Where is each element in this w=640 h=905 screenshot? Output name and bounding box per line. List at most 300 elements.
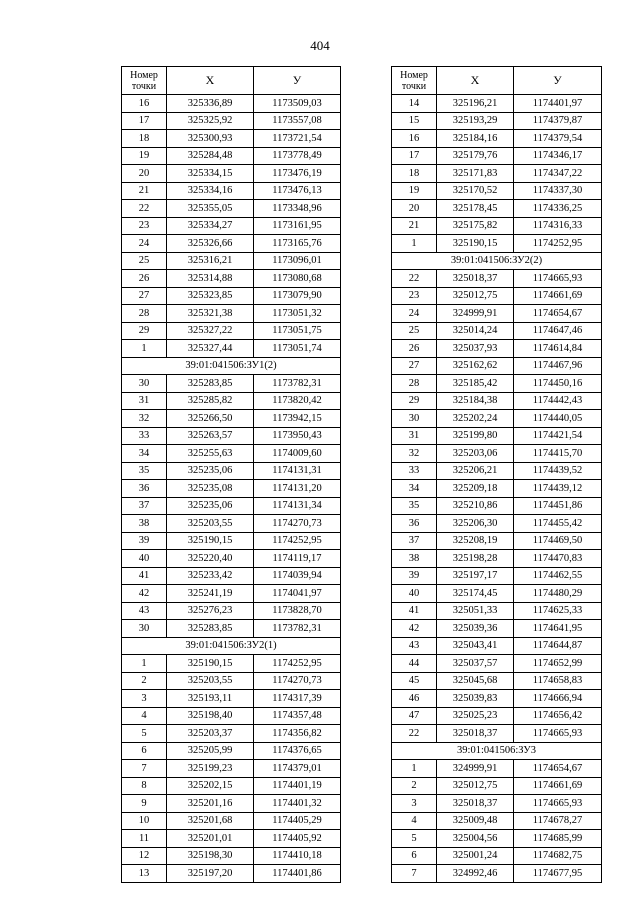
point-number-cell: 40 [392,585,437,603]
x-cell: 325203,37 [167,725,254,743]
point-number-cell: 37 [392,532,437,550]
x-cell: 325334,15 [167,165,254,183]
y-cell: 1174451,86 [514,497,602,515]
point-number-cell: 16 [392,130,437,148]
x-cell: 325203,55 [167,672,254,690]
y-cell: 1174440,05 [514,410,602,428]
y-cell: 1174665,93 [514,795,602,813]
y-cell: 1174410,18 [254,847,341,865]
table-row [122,427,341,445]
x-cell: 325205,99 [167,742,254,760]
x-cell: 325018,37 [437,795,514,813]
point-number-cell: 4 [122,707,167,725]
page-number: 404 [310,38,330,53]
table-row [392,655,602,673]
table-row [122,620,341,638]
table-row [122,795,341,813]
y-cell: 1173778,49 [254,147,341,165]
y-cell: 1173721,54 [254,130,341,148]
y-cell: 1174678,27 [514,812,602,830]
table-row [392,112,602,130]
table-row [392,270,602,288]
x-cell: 325203,55 [167,515,254,533]
x-cell: 325334,16 [167,182,254,200]
point-number-cell: 19 [122,147,167,165]
table-row [122,410,341,428]
y-cell: 1173476,19 [254,165,341,183]
table-row [122,322,341,340]
x-cell: 325263,57 [167,427,254,445]
table-row [392,637,602,655]
point-number-cell: 13 [122,865,167,883]
point-number-cell: 47 [392,707,437,725]
table-row [122,287,341,305]
point-number-cell: 31 [122,392,167,410]
x-cell: 325209,18 [437,480,514,498]
y-cell: 1174439,52 [514,462,602,480]
coordinates-table-left [121,66,341,883]
section-row [392,252,602,270]
y-cell: 1174119,17 [254,550,341,568]
point-number-cell: 25 [392,322,437,340]
y-cell: 1173051,74 [254,340,341,358]
section-title: 39:01:041506:ЗУ1(2) [122,357,341,375]
x-cell: 325201,01 [167,830,254,848]
point-number-cell: 37 [122,497,167,515]
y-cell: 1174442,43 [514,392,602,410]
point-number-cell: 27 [122,287,167,305]
table-row [122,812,341,830]
y-cell: 1174647,46 [514,322,602,340]
table-row [122,375,341,393]
y-cell: 1174357,48 [254,707,341,725]
y-cell: 1174336,25 [514,200,602,218]
y-cell: 1173165,76 [254,235,341,253]
y-cell: 1174658,83 [514,672,602,690]
x-cell: 325321,38 [167,305,254,323]
table-row [392,95,602,113]
table-row [122,672,341,690]
point-number-cell: 19 [392,182,437,200]
table-row [122,445,341,463]
table-row [122,567,341,585]
x-cell: 325179,76 [437,147,514,165]
table-row [392,777,602,795]
x-cell: 325202,15 [167,777,254,795]
point-number-cell: 21 [122,182,167,200]
y-cell: 1174656,42 [514,707,602,725]
x-cell: 325198,28 [437,550,514,568]
table-row [392,357,602,375]
point-number-cell: 42 [122,585,167,603]
y-cell: 1174421,54 [514,427,602,445]
x-cell: 325174,45 [437,585,514,603]
y-cell: 1174625,33 [514,602,602,620]
y-header: У [254,67,341,95]
table-row [122,340,341,358]
table-row [122,585,341,603]
y-cell: 1174677,95 [514,865,602,883]
x-cell: 325171,83 [437,165,514,183]
point-number-cell: 5 [392,830,437,848]
point-number-cell: 24 [392,305,437,323]
x-cell: 325210,86 [437,497,514,515]
table-row [122,515,341,533]
point-number-cell: 30 [122,375,167,393]
x-cell: 325201,16 [167,795,254,813]
table-row [392,445,602,463]
table-row [122,95,341,113]
y-cell: 1174401,97 [514,95,602,113]
y-header: У [514,67,602,95]
y-cell: 1174654,67 [514,760,602,778]
point-number-cell: 20 [122,165,167,183]
point-number-cell: 26 [122,270,167,288]
table-body [122,95,341,883]
point-number-cell: 2 [392,777,437,795]
y-cell: 1173476,13 [254,182,341,200]
table-row [392,567,602,585]
x-cell: 325326,66 [167,235,254,253]
point-number-cell: 18 [122,130,167,148]
x-cell: 325235,06 [167,462,254,480]
y-cell: 1174379,87 [514,112,602,130]
table-row [122,497,341,515]
table-row [122,760,341,778]
point-number-cell: 28 [122,305,167,323]
y-cell: 1173828,70 [254,602,341,620]
point-number-cell: 34 [122,445,167,463]
y-cell: 1174614,84 [514,340,602,358]
table-row [122,777,341,795]
x-cell: 325184,38 [437,392,514,410]
x-cell: 325190,15 [167,655,254,673]
x-header: X [437,67,514,95]
table-row [392,515,602,533]
x-cell: 325197,20 [167,865,254,883]
y-cell: 1174401,86 [254,865,341,883]
y-cell: 1174379,54 [514,130,602,148]
x-cell: 325043,41 [437,637,514,655]
x-cell: 325285,82 [167,392,254,410]
point-number-cell: 7 [122,760,167,778]
section-row [122,637,341,655]
table-row [392,672,602,690]
y-cell: 1174270,73 [254,515,341,533]
table-row [392,200,602,218]
table-row [392,550,602,568]
table-row [392,375,602,393]
x-cell: 325327,22 [167,322,254,340]
point-number-cell: 24 [122,235,167,253]
x-cell: 325175,82 [437,217,514,235]
point-number-cell: 40 [122,550,167,568]
section-title: 39:01:041506:ЗУ2(2) [392,252,602,270]
section-title: 39:01:041506:ЗУ2(1) [122,637,341,655]
table-row [392,532,602,550]
y-cell: 1174450,16 [514,375,602,393]
table-row [122,690,341,708]
x-cell: 325198,40 [167,707,254,725]
x-cell: 325283,85 [167,375,254,393]
x-cell: 324999,91 [437,305,514,323]
y-cell: 1173942,15 [254,410,341,428]
point-number-cell: 6 [122,742,167,760]
x-cell: 325266,50 [167,410,254,428]
point-number-cell: 26 [392,340,437,358]
y-cell: 1173096,01 [254,252,341,270]
table-row [122,865,341,883]
table-row [122,252,341,270]
y-cell: 1174665,93 [514,725,602,743]
point-number-cell: 15 [392,112,437,130]
x-cell: 325193,11 [167,690,254,708]
x-cell: 325039,83 [437,690,514,708]
point-number-cell: 31 [392,427,437,445]
y-cell: 1173557,08 [254,112,341,130]
x-cell: 325316,21 [167,252,254,270]
y-cell: 1173079,90 [254,287,341,305]
table-row [122,830,341,848]
point-number-cell: 22 [392,270,437,288]
table-row [122,200,341,218]
point-number-cell: 35 [392,497,437,515]
x-cell: 325206,21 [437,462,514,480]
x-cell: 324992,46 [437,865,514,883]
y-cell: 1174009,60 [254,445,341,463]
y-cell: 1173782,31 [254,375,341,393]
table-row [392,725,602,743]
point-number-cell: 3 [122,690,167,708]
y-cell: 1174467,96 [514,357,602,375]
y-cell: 1174470,83 [514,550,602,568]
table-row [392,410,602,428]
point-number-cell: 21 [392,217,437,235]
table-row [392,620,602,638]
x-cell: 325199,80 [437,427,514,445]
point-number-cell: 28 [392,375,437,393]
table-row [392,147,602,165]
point-number-cell: 41 [392,602,437,620]
x-cell: 324999,91 [437,760,514,778]
table-row [122,550,341,568]
point-number-cell: 20 [392,200,437,218]
y-cell: 1174401,32 [254,795,341,813]
table-row [392,340,602,358]
y-cell: 1174376,65 [254,742,341,760]
table-row [392,812,602,830]
y-cell: 1174252,95 [254,655,341,673]
table-row [392,462,602,480]
point-number-cell: 41 [122,567,167,585]
x-cell: 325198,30 [167,847,254,865]
x-cell: 325327,44 [167,340,254,358]
point-number-cell: 6 [392,847,437,865]
point-number-cell: 8 [122,777,167,795]
y-cell: 1174131,31 [254,462,341,480]
table-row [122,305,341,323]
point-number-cell: 39 [122,532,167,550]
point-number-cell: 30 [122,620,167,638]
table-row [122,847,341,865]
y-cell: 1174405,29 [254,812,341,830]
table-row [392,165,602,183]
table-row [392,287,602,305]
table-row [392,392,602,410]
point-number-cell: 39 [392,567,437,585]
table-row [392,217,602,235]
table-header-row [122,67,341,95]
point-number-cell: 5 [122,725,167,743]
table-row [122,480,341,498]
y-cell: 1174041,97 [254,585,341,603]
x-cell: 325334,27 [167,217,254,235]
point-number-cell: 1 [122,655,167,673]
table-row [392,707,602,725]
table-row [122,112,341,130]
point-number-cell: 3 [392,795,437,813]
x-cell: 325045,68 [437,672,514,690]
x-cell: 325325,92 [167,112,254,130]
y-cell: 1174654,67 [514,305,602,323]
section-title: 39:01:041506:ЗУ3 [392,742,602,760]
x-cell: 325001,24 [437,847,514,865]
table-row [122,165,341,183]
y-cell: 1174131,34 [254,497,341,515]
point-number-cell: 42 [392,620,437,638]
y-cell: 1173820,42 [254,392,341,410]
point-number-cell: 32 [392,445,437,463]
x-cell: 325037,57 [437,655,514,673]
point-number-cell: 38 [122,515,167,533]
y-cell: 1174337,30 [514,182,602,200]
point-number-cell: 29 [122,322,167,340]
point-number-cell: 27 [392,357,437,375]
table-row [392,865,602,883]
point-number-cell: 36 [392,515,437,533]
x-cell: 325201,68 [167,812,254,830]
y-cell: 1173348,96 [254,200,341,218]
point-number-cell: 12 [122,847,167,865]
x-cell: 325355,05 [167,200,254,218]
x-cell: 325051,33 [437,602,514,620]
y-cell: 1174666,94 [514,690,602,708]
point-number-cell: 23 [122,217,167,235]
point-number-cell: 22 [392,725,437,743]
y-cell: 1174316,33 [514,217,602,235]
point-number-cell: 2 [122,672,167,690]
point-number-cell: 11 [122,830,167,848]
y-cell: 1174641,95 [514,620,602,638]
table-row [392,602,602,620]
x-header: X [167,67,254,95]
y-cell: 1174665,93 [514,270,602,288]
y-cell: 1174252,95 [254,532,341,550]
y-cell: 1174685,99 [514,830,602,848]
table-row [392,830,602,848]
point-number-cell: 45 [392,672,437,690]
y-cell: 1173509,03 [254,95,341,113]
table-row [122,147,341,165]
table-row [122,725,341,743]
x-cell: 325184,16 [437,130,514,148]
point-number-cell: 46 [392,690,437,708]
x-cell: 325233,42 [167,567,254,585]
point-number-cell: 43 [392,637,437,655]
section-row [392,742,602,760]
point-number-cell: 16 [122,95,167,113]
x-cell: 325220,40 [167,550,254,568]
x-cell: 325199,23 [167,760,254,778]
y-cell: 1173080,68 [254,270,341,288]
table-header-row [392,67,602,95]
y-cell: 1173782,31 [254,620,341,638]
table-row [122,270,341,288]
y-cell: 1174270,73 [254,672,341,690]
point-number-cell: 22 [122,200,167,218]
x-cell: 325190,15 [167,532,254,550]
table-row [392,182,602,200]
x-cell: 325206,30 [437,515,514,533]
x-cell: 325012,75 [437,777,514,795]
point-number-cell: 7 [392,865,437,883]
x-cell: 325196,21 [437,95,514,113]
point-number-cell: 17 [122,112,167,130]
y-cell: 1174039,94 [254,567,341,585]
point-number-cell: 17 [392,147,437,165]
y-cell: 1174455,42 [514,515,602,533]
point-number-cell: 30 [392,410,437,428]
point-number-cell: 9 [122,795,167,813]
point-number-cell: 10 [122,812,167,830]
y-cell: 1174661,69 [514,287,602,305]
y-cell: 1174401,19 [254,777,341,795]
y-cell: 1174439,12 [514,480,602,498]
x-cell: 325162,62 [437,357,514,375]
point-number-cell: 38 [392,550,437,568]
x-cell: 325197,17 [437,567,514,585]
y-cell: 1173950,43 [254,427,341,445]
table-row [122,532,341,550]
table-row [122,707,341,725]
x-cell: 325336,89 [167,95,254,113]
table-row [122,602,341,620]
x-cell: 325190,15 [437,235,514,253]
y-cell: 1174682,75 [514,847,602,865]
y-cell: 1174405,92 [254,830,341,848]
table-row [392,690,602,708]
x-cell: 325255,63 [167,445,254,463]
table-row [392,322,602,340]
y-cell: 1174415,70 [514,445,602,463]
table-row [392,235,602,253]
x-cell: 325300,93 [167,130,254,148]
table-row [122,235,341,253]
point-number-cell: 33 [392,462,437,480]
table-row [122,742,341,760]
y-cell: 1174652,99 [514,655,602,673]
y-cell: 1174480,29 [514,585,602,603]
point-number-header: Номер точки [122,67,167,95]
x-cell: 325039,36 [437,620,514,638]
point-number-cell: 1 [392,760,437,778]
y-cell: 1174131,20 [254,480,341,498]
table-row [392,305,602,323]
table-row [392,497,602,515]
table-row [122,655,341,673]
point-number-cell: 4 [392,812,437,830]
point-number-cell: 33 [122,427,167,445]
